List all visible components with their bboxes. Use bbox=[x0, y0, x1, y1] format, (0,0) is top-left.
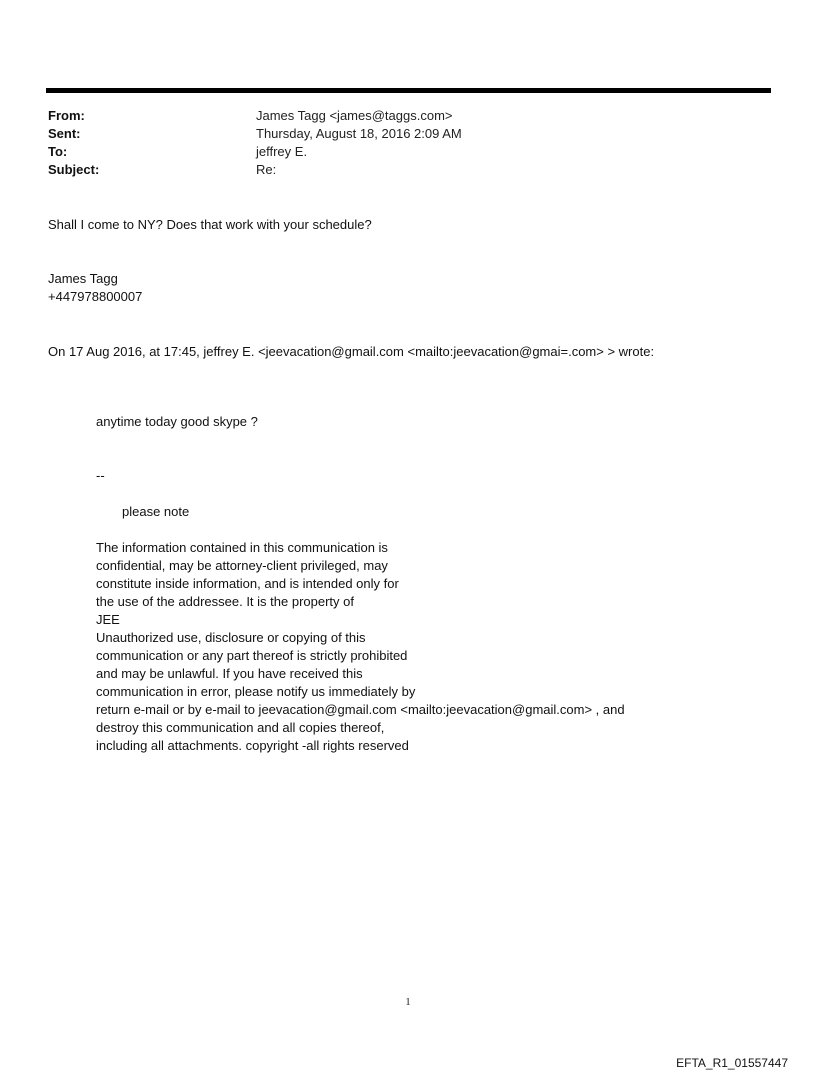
from-label: From: bbox=[48, 108, 85, 123]
message-body: Shall I come to NY? Does that work with your schedule? bbox=[48, 217, 372, 232]
disclaimer-line: and may be unlawful. If you have received this bbox=[96, 666, 363, 681]
from-value: James Tagg <james@taggs.com> bbox=[256, 108, 453, 123]
to-row bbox=[48, 143, 748, 161]
disclaimer bbox=[96, 539, 625, 755]
signature-separator: -- bbox=[96, 468, 105, 483]
email-header bbox=[48, 107, 748, 179]
sent-value: Thursday, August 18, 2016 2:09 AM bbox=[256, 126, 462, 141]
disclaimer-line: communication or any part thereof is strictly prohibited bbox=[96, 648, 408, 663]
signature-phone: +447978800007 bbox=[48, 289, 143, 304]
page-number: 1 bbox=[405, 996, 411, 1008]
to-value: jeffrey E. bbox=[256, 144, 308, 159]
subject-label: Subject: bbox=[48, 162, 100, 177]
to-label: To: bbox=[48, 144, 68, 159]
document-id: EFTA_R1_01557447 bbox=[676, 1056, 788, 1070]
disclaimer-line: return e-mail or by e-mail to jeevacation@gmail.com <mailto:jeevacation@gmail.com> , and bbox=[96, 702, 625, 717]
disclaimer-line: the use of the addressee. It is the property of bbox=[96, 594, 354, 609]
subject-row bbox=[48, 161, 748, 179]
disclaimer-line: The information contained in this communication is bbox=[96, 540, 388, 555]
signature-name: James Tagg bbox=[48, 271, 118, 286]
sent-label: Sent: bbox=[48, 126, 81, 141]
disclaimer-line: communication in error, please notify us immediately by bbox=[96, 684, 416, 699]
quoted-message: anytime today good skype ? bbox=[96, 414, 258, 429]
disclaimer-line: constitute inside information, and is intended only for bbox=[96, 576, 399, 591]
quote-intro: On 17 Aug 2016, at 17:45, jeffrey E. <jeevacation@gmail.com <mailto:jeevacation@gmai=.com> > wrote: bbox=[48, 344, 655, 359]
from-row bbox=[48, 107, 748, 125]
please-note: please note bbox=[122, 504, 190, 519]
disclaimer-line: including all attachments. copyright -all rights reserved bbox=[96, 738, 409, 753]
sent-row bbox=[48, 125, 748, 143]
disclaimer-line: confidential, may be attorney-client privileged, may bbox=[96, 558, 388, 573]
disclaimer-line: JEE bbox=[96, 612, 120, 627]
header-divider bbox=[46, 88, 771, 93]
disclaimer-line: destroy this communication and all copies thereof, bbox=[96, 720, 385, 735]
disclaimer-line: Unauthorized use, disclosure or copying of this bbox=[96, 630, 366, 645]
subject-value: Re: bbox=[256, 162, 277, 177]
